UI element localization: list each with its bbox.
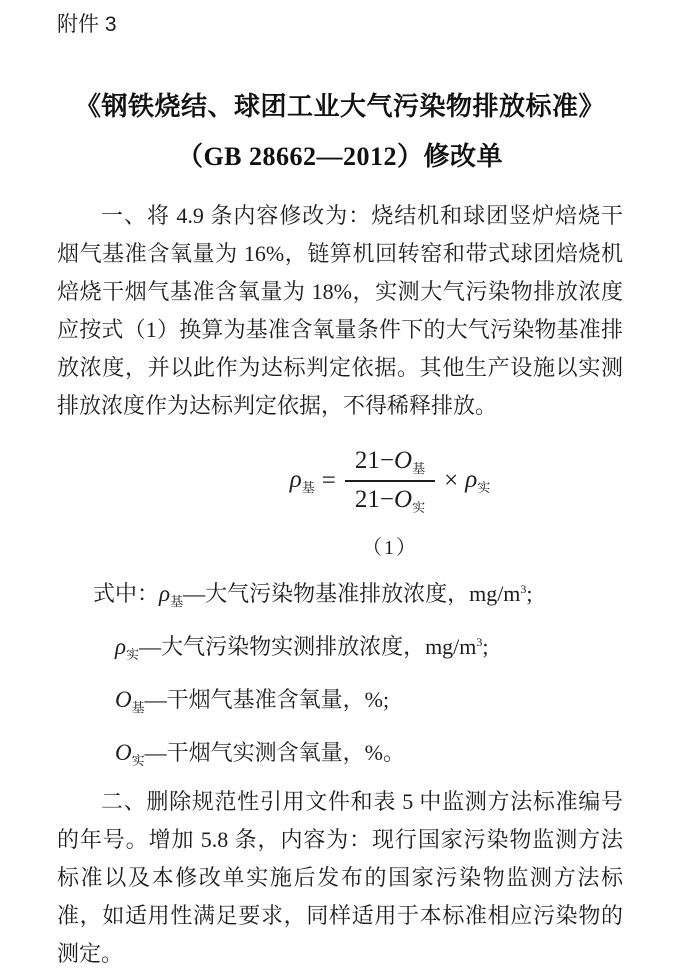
- oxygen-symbol: O: [115, 739, 132, 765]
- rho-symbol: ρ: [115, 633, 127, 659]
- lhs-subscript: 基: [301, 479, 315, 495]
- definition-item: [57, 728, 623, 781]
- unit-superscript: 3: [520, 581, 527, 596]
- definition-text: —大气污染物基准排放浓度，mg/m: [183, 580, 521, 606]
- title-line-2: （GB 28662—2012）修改单: [176, 142, 504, 171]
- multiply-sign: ×: [444, 466, 459, 494]
- definitions-section: [57, 569, 623, 781]
- document-title: [57, 82, 623, 182]
- symbol-subscript: 基: [170, 593, 184, 609]
- paragraph-section-1: 一、将 4.9 条内容修改为：烧结机和球团竖炉焙烧干烟气基准含氧量为 16%，链箅机回转窑和带式球团焙烧机焙烧干烟气基准含氧量为 18%，实测大气污染物排放浓度应按式（1）换算为基准含氧量条件下的大气污染物基准排放浓度，并以此作为达标判定依据。其他生产设施以实测排放浓度作为达标判定依据，不得稀释排放。: [57, 203, 623, 418]
- equals-sign: =: [321, 466, 336, 494]
- rho-symbol: ρ: [159, 580, 171, 606]
- formula-equation: [57, 443, 623, 519]
- oxygen-symbol: O: [394, 485, 413, 513]
- formula-number: （1）: [362, 536, 418, 559]
- definition-item: [57, 569, 623, 622]
- definition-tail: ;: [482, 633, 489, 659]
- fraction-numerator: [345, 443, 435, 480]
- definition-text: —干烟气基准含氧量，%: [144, 686, 383, 712]
- numerator-constant: 21−: [354, 447, 395, 474]
- rhs-subscript: 实: [477, 479, 491, 495]
- definition-text: —大气污染物实测排放浓度，mg/m: [139, 633, 477, 659]
- oxygen-symbol: O: [115, 686, 132, 712]
- rho-symbol: ρ: [465, 465, 478, 493]
- formula-fraction: [345, 443, 435, 519]
- formula-rhs: [465, 466, 490, 496]
- paragraph-section-2: 二、删除规范性引用文件和表 5 中监测方法标准编号的年号。增加 5.8 条，内容为：现行国家污染物监测方法标准以及本修改单实施后发布的国家污染物监测方法标准，如适用性满足要求，同样适用于本标准相应污染物的测定。: [57, 788, 623, 966]
- rho-symbol: ρ: [289, 465, 302, 493]
- definition-text: —干烟气实测含氧量，%: [144, 739, 383, 765]
- formula-lhs: [290, 466, 315, 496]
- title-line-1: 《钢铁烧结、球团工业大气污染物排放标准》: [74, 92, 605, 121]
- numerator-subscript: 基: [412, 461, 426, 476]
- attachment-label: 附件 3: [57, 13, 117, 36]
- definitions-lead: 式中：: [93, 580, 160, 606]
- unit-superscript: 3: [476, 634, 483, 649]
- definition-tail: ;: [526, 580, 533, 606]
- definition-item: [57, 622, 623, 675]
- oxygen-symbol: O: [394, 447, 413, 474]
- symbol-subscript: 实: [126, 646, 140, 662]
- fraction-denominator: [345, 480, 435, 519]
- definition-item: [57, 675, 623, 728]
- denominator-subscript: 实: [412, 499, 426, 515]
- definition-tail: ;: [382, 686, 390, 712]
- definition-tail: 。: [382, 739, 405, 765]
- symbol-subscript: 实: [131, 752, 145, 768]
- symbol-subscript: 基: [131, 699, 145, 715]
- denominator-constant: 21−: [354, 485, 395, 513]
